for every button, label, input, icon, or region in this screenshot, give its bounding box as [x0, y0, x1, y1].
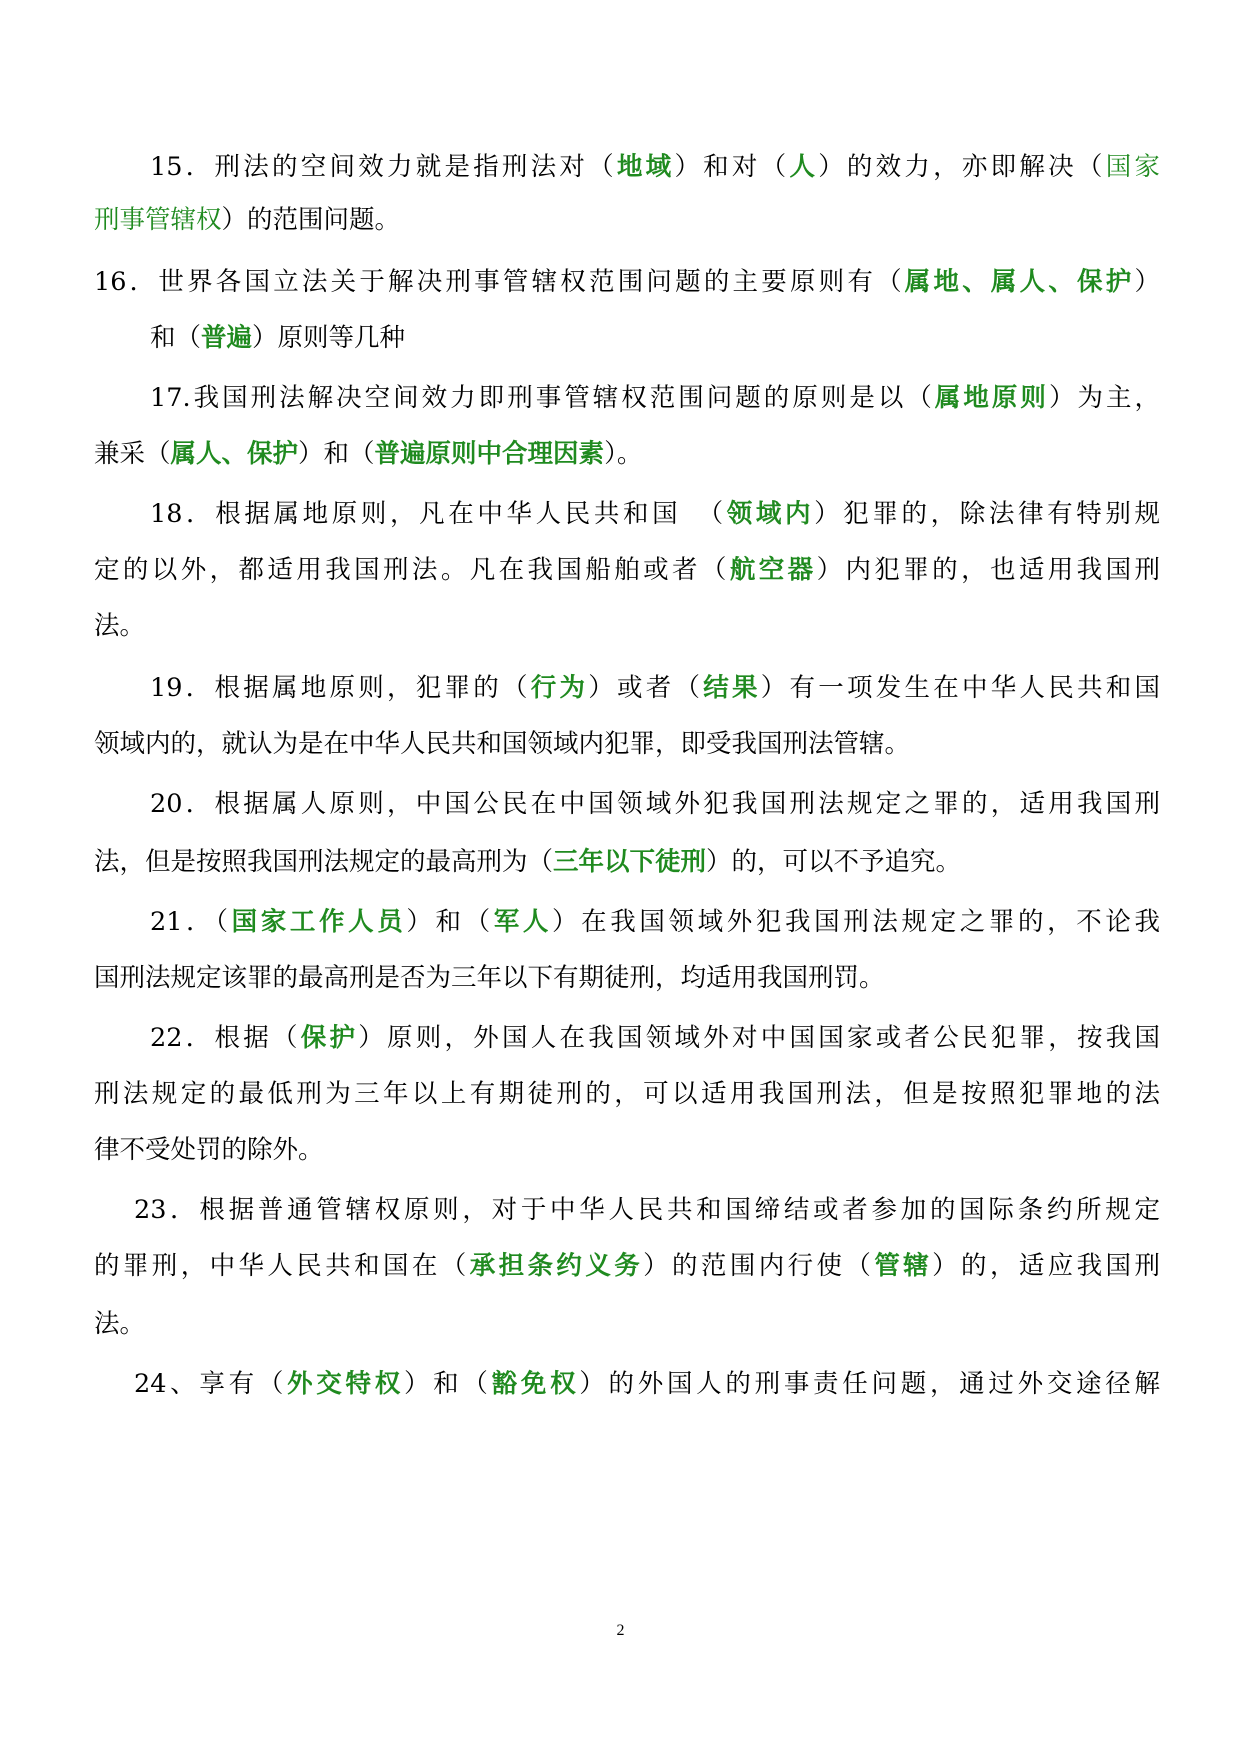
- page-number: 2: [616, 1622, 625, 1639]
- answer-blank: 军人: [493, 907, 552, 937]
- question-text: 15．刑法的空间效力就是指刑法对（: [150, 152, 617, 182]
- question-text: ）内犯罪的，也适用我国刑: [816, 555, 1160, 585]
- q24-line-1: [134, 1364, 1160, 1404]
- q15-line-2: [94, 200, 1160, 240]
- q20-line-1: [150, 784, 1160, 824]
- question-text: 定的以外，都适用我国刑法。凡在我国船舶或者（: [94, 555, 730, 585]
- question-text: 律不受处罚的除外。: [94, 1135, 324, 1165]
- q15-line-1: [150, 147, 1160, 187]
- q21-line-2: [94, 958, 1160, 998]
- question-text: ）和对（: [674, 152, 790, 182]
- q20-line-2: [94, 842, 1160, 882]
- q18-line-2: [94, 550, 1160, 590]
- question-text: 国刑法规定该罪的最高刑是否为三年以下有期徒刑，均适用我国刑罚。: [94, 963, 885, 993]
- question-text: ）的效力，亦即解决（: [818, 152, 1106, 182]
- question-text: 兼采（: [94, 439, 171, 469]
- q17-line-2: [94, 434, 1160, 474]
- answer-blank: 结果: [703, 673, 761, 703]
- q16-line-1: [94, 262, 1160, 302]
- answer-blank: 属人、保护: [170, 439, 299, 469]
- q23-line-1: [134, 1190, 1160, 1230]
- question-text: ）有一项发生在中华人民共和国: [760, 673, 1160, 703]
- question-text: 22．根据（: [150, 1023, 301, 1053]
- answer-blank: 管辖: [874, 1251, 933, 1281]
- answer-blank: 保护: [300, 1023, 359, 1053]
- question-text: ）为主，: [1048, 383, 1160, 413]
- answer-blank: 属地、属人、保护: [904, 267, 1135, 297]
- question-text: 20．根据属人原则，中国公民在中国领域外犯我国刑法规定之罪的，适用我国刑: [150, 789, 1160, 819]
- question-text: 21．（: [150, 907, 232, 937]
- answer-blank: 地域: [616, 152, 675, 182]
- question-text: 23．根据普通管辖权原则，对于中华人民共和国缔结或者参加的国际条约所规定: [134, 1195, 1160, 1225]
- question-text: ）的外国人的刑事责任问题，通过外交途径解: [579, 1369, 1160, 1399]
- q22-line-3: [94, 1130, 1160, 1170]
- answer-blank: 国家: [1105, 152, 1160, 182]
- q22-line-1: [150, 1018, 1160, 1058]
- q18-line-3: [94, 606, 1160, 646]
- question-text: ）和（: [406, 907, 494, 937]
- question-text: 17.我国刑法解决空间效力即刑事管辖权范围问题的原则是以（: [150, 383, 935, 413]
- question-text: ）和（: [403, 1369, 492, 1399]
- q19-line-1: [150, 668, 1160, 708]
- question-text: 法。: [94, 1309, 146, 1339]
- answer-blank: 豁免权: [491, 1369, 580, 1399]
- answer-blank: 普遍原则中合理因素: [374, 439, 605, 469]
- q17-line-1: [150, 378, 1160, 418]
- question-text: ）或者（: [588, 673, 704, 703]
- question-text: ）原则，外国人在我国领域外对中国国家或者公民犯罪，按我国: [358, 1023, 1160, 1053]
- question-text: 24、享有（: [134, 1369, 288, 1399]
- q18-line-1: [150, 494, 1160, 534]
- question-text: 刑法规定的最低刑为三年以上有期徒刑的，可以适用我国刑法，但是按照犯罪地的法: [94, 1079, 1160, 1109]
- question-text: 18．根据属地原则，凡在中华人民共和国 （: [150, 499, 727, 529]
- question-text: ）的，适应我国刑: [932, 1251, 1160, 1281]
- answer-blank: 承担条约义务: [469, 1251, 644, 1281]
- question-text: ）在我国领域外犯我国刑法规定之罪的，不论我: [551, 907, 1160, 937]
- answer-blank: 领域内: [726, 499, 815, 529]
- question-text: ）原则等几种: [252, 323, 406, 353]
- question-text: ）的范围内行使（: [643, 1251, 875, 1281]
- q23-line-3: [94, 1304, 1160, 1344]
- answer-blank: 属地原则: [934, 383, 1049, 413]
- q19-line-2: [94, 724, 1160, 764]
- answer-blank: 行为: [530, 673, 589, 703]
- question-text: ）的范围问题。: [221, 205, 401, 235]
- answer-blank: 刑事管辖权: [94, 205, 222, 235]
- answer-blank: 航空器: [729, 555, 817, 585]
- q22-line-2: [94, 1074, 1160, 1114]
- question-text: 19．根据属地原则，犯罪的（: [150, 673, 531, 703]
- question-text: 16．世界各国立法关于解决刑事管辖权范围问题的主要原则有（: [94, 267, 905, 297]
- question-text: 的罪刑，中华人民共和国在（: [94, 1251, 470, 1281]
- answer-blank: 人: [789, 152, 819, 182]
- answer-blank: 普遍: [201, 323, 253, 353]
- question-text: ）犯罪的，除法律有特别规: [814, 499, 1160, 529]
- question-text: ）。: [604, 439, 643, 469]
- question-text: 领域内的，就认为是在中华人民共和国领域内犯罪，即受我国刑法管辖。: [94, 729, 911, 759]
- q16-line-2: [150, 318, 1160, 358]
- question-text: 法。: [94, 611, 146, 641]
- question-text: ）: [1134, 267, 1160, 297]
- question-text: ）和（: [298, 439, 375, 469]
- q23-line-2: [94, 1246, 1160, 1286]
- answer-blank: 外交特权: [287, 1369, 404, 1399]
- question-text: 和（: [150, 323, 202, 353]
- answer-blank: 三年以下徒刑: [553, 847, 707, 877]
- q21-line-1: [150, 902, 1160, 942]
- question-text: 法，但是按照我国刑法规定的最高刑为（: [94, 847, 554, 877]
- question-text: ）的，可以不予追究。: [706, 847, 962, 877]
- answer-blank: 国家工作人员: [231, 907, 407, 937]
